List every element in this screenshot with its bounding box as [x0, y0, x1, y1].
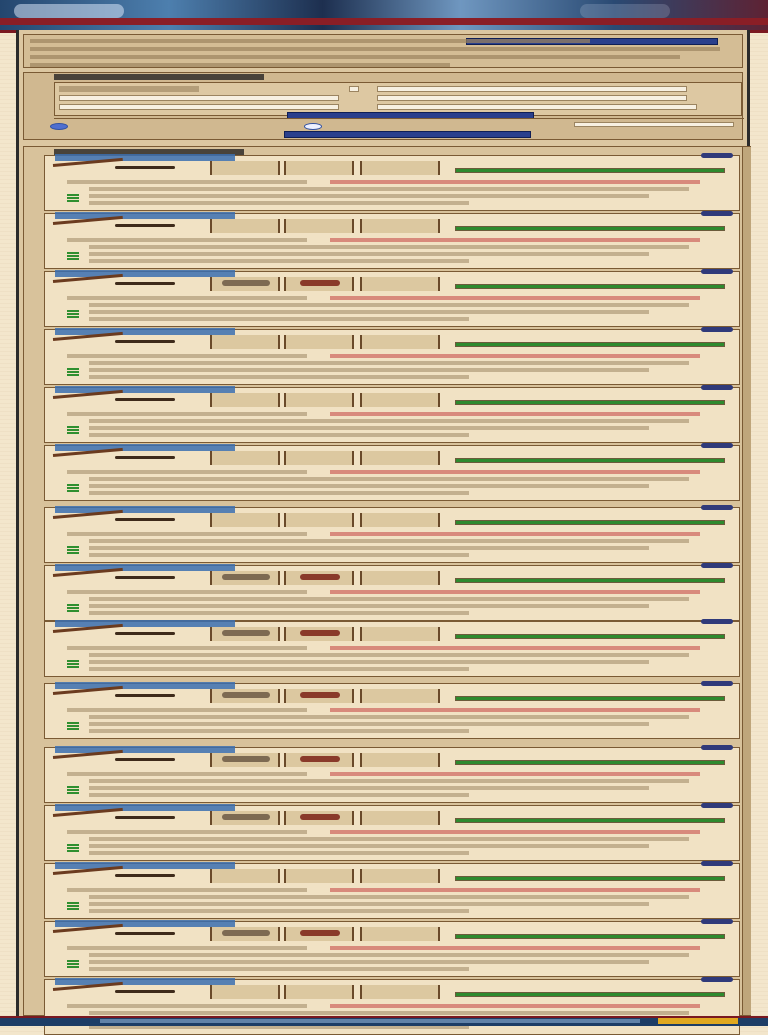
item-stats: [67, 296, 307, 300]
list-scrollbar[interactable]: [742, 147, 751, 1015]
image-cell: [360, 513, 440, 527]
item-name-link[interactable]: [55, 564, 235, 571]
item-image: [222, 692, 270, 698]
header-banner: [0, 0, 768, 33]
item-badge: [701, 681, 733, 686]
weapon-image: [115, 518, 175, 521]
item-notes: [89, 539, 689, 543]
item-notes: [89, 953, 689, 957]
progress-fill: [456, 459, 724, 462]
item-notes-line: [89, 433, 469, 437]
list-item[interactable]: [44, 387, 740, 443]
item-image: [300, 756, 340, 762]
progress-fill: [456, 697, 724, 700]
item-image: [300, 692, 340, 698]
item-stats: [67, 708, 307, 712]
item-badge: [701, 443, 733, 448]
filter-input[interactable]: [377, 104, 697, 110]
item-image: [222, 930, 270, 936]
progress-bar: [455, 934, 725, 939]
item-notes: [89, 779, 689, 783]
image-cell: [210, 219, 280, 233]
filter-title: [54, 74, 264, 80]
image-cell: [284, 927, 354, 941]
item-stats: [67, 946, 307, 950]
item-notes: [89, 597, 689, 601]
item-badge: [701, 153, 733, 158]
item-badge: [701, 619, 733, 624]
item-notes-line: [89, 786, 649, 790]
image-cell: [360, 627, 440, 641]
item-badge: [701, 211, 733, 216]
image-cell: [210, 985, 280, 999]
item-stat-highlight: [330, 354, 700, 358]
list-item[interactable]: [44, 445, 740, 501]
stat-list-icon: [67, 660, 79, 670]
item-stats: [67, 888, 307, 892]
item-notes: [89, 477, 689, 481]
site-logo[interactable]: [14, 4, 124, 18]
progress-bar: [455, 342, 725, 347]
item-notes: [89, 419, 689, 423]
item-notes-line: [89, 967, 469, 971]
item-stats: [67, 238, 307, 242]
item-stat-highlight: [330, 946, 700, 950]
image-cell: [210, 689, 280, 703]
intro-text-line: [30, 63, 450, 67]
footer-text: [100, 1019, 640, 1023]
item-name-link[interactable]: [55, 386, 235, 393]
filter-reset-button[interactable]: [284, 131, 531, 138]
item-notes-line: [89, 484, 649, 488]
image-cell: [360, 985, 440, 999]
item-stat-highlight: [330, 1004, 700, 1008]
list-item[interactable]: [44, 329, 740, 385]
item-stats: [67, 830, 307, 834]
weapon-image: [115, 632, 175, 635]
image-cell: [284, 985, 354, 999]
progress-bar: [455, 520, 725, 525]
item-name-link[interactable]: [55, 804, 235, 811]
footer-button[interactable]: [658, 1018, 738, 1024]
image-cell: [284, 513, 354, 527]
item-notes-line: [89, 660, 649, 664]
list-item[interactable]: [44, 507, 740, 563]
item-notes: [89, 245, 689, 249]
intro-text-line: [30, 47, 720, 51]
stat-list-icon: [67, 546, 79, 556]
progress-fill: [456, 819, 724, 822]
item-notes-line: [89, 960, 649, 964]
item-notes-line: [89, 317, 469, 321]
item-notes-line: [89, 604, 649, 608]
item-stats: [67, 772, 307, 776]
item-name-link[interactable]: [55, 978, 235, 985]
item-notes-line: [89, 194, 649, 198]
item-notes-line: [89, 553, 469, 557]
item-name-link[interactable]: [55, 920, 235, 927]
filter-label: [59, 86, 199, 92]
item-stat-highlight: [330, 296, 700, 300]
item-stat-highlight: [330, 238, 700, 242]
weapon-image: [115, 224, 175, 227]
filter-panel: [23, 72, 743, 140]
weapon-image: [115, 282, 175, 285]
item-notes-line: [89, 252, 649, 256]
stat-list-icon: [67, 786, 79, 796]
intro-box: [23, 34, 743, 68]
filter-spinner[interactable]: [349, 86, 359, 92]
image-cell: [210, 571, 280, 585]
weapon-image: [115, 758, 175, 761]
filter-input[interactable]: [59, 104, 339, 110]
list-item[interactable]: [44, 747, 740, 803]
weapon-image: [115, 816, 175, 819]
filter-input[interactable]: [574, 122, 734, 127]
item-badge: [701, 269, 733, 274]
list-item[interactable]: [44, 271, 740, 327]
image-cell: [210, 627, 280, 641]
item-badge: [701, 505, 733, 510]
image-cell: [210, 753, 280, 767]
banner-artwork: [580, 4, 670, 18]
item-stat-highlight: [330, 412, 700, 416]
image-cell: [210, 393, 280, 407]
item-stat-highlight: [330, 772, 700, 776]
filter-row: [59, 111, 739, 118]
progress-bar: [455, 760, 725, 765]
item-list: [23, 146, 751, 1016]
item-notes-line: [89, 793, 469, 797]
progress-bar: [455, 226, 725, 231]
image-cell: [284, 161, 354, 175]
item-name-link[interactable]: [55, 682, 235, 689]
image-cell: [284, 277, 354, 291]
weapon-image: [115, 694, 175, 697]
item-image: [222, 756, 270, 762]
item-notes-line: [89, 546, 649, 550]
stat-list-icon: [67, 960, 79, 970]
item-name-link[interactable]: [55, 620, 235, 627]
filter-options: [54, 118, 744, 139]
progress-fill: [456, 579, 724, 582]
stat-list-icon: [67, 252, 79, 262]
image-cell: [210, 451, 280, 465]
image-cell: [210, 927, 280, 941]
image-cell: [360, 753, 440, 767]
item-notes-line: [89, 902, 649, 906]
intro-text: [30, 39, 590, 43]
list-item[interactable]: [44, 213, 740, 269]
item-notes: [89, 361, 689, 365]
item-image: [222, 574, 270, 580]
image-cell: [284, 811, 354, 825]
image-cell: [360, 689, 440, 703]
list-item[interactable]: [44, 155, 740, 211]
item-notes-line: [89, 851, 469, 855]
image-cell: [360, 277, 440, 291]
progress-fill: [456, 635, 724, 638]
image-cell: [284, 219, 354, 233]
item-name-link[interactable]: [55, 270, 235, 277]
item-badge: [701, 745, 733, 750]
progress-fill: [456, 169, 724, 172]
image-cell: [360, 927, 440, 941]
image-cell: [360, 571, 440, 585]
item-image: [222, 280, 270, 286]
image-cell: [360, 335, 440, 349]
progress-fill: [456, 877, 724, 880]
item-badge: [701, 919, 733, 924]
item-image: [300, 930, 340, 936]
list-item[interactable]: [44, 921, 740, 977]
list-item[interactable]: [44, 979, 740, 1035]
list-item[interactable]: [44, 683, 740, 739]
item-notes-line: [89, 909, 469, 913]
item-image: [300, 630, 340, 636]
radio-option[interactable]: [50, 123, 68, 130]
item-notes-line: [89, 722, 649, 726]
weapon-image: [115, 932, 175, 935]
item-notes-line: [89, 375, 469, 379]
item-badge: [701, 861, 733, 866]
stat-list-icon: [67, 484, 79, 494]
item-stats: [67, 646, 307, 650]
nav-strip: [0, 18, 768, 25]
item-stat-highlight: [330, 708, 700, 712]
item-notes-line: [89, 201, 469, 205]
progress-fill: [456, 285, 724, 288]
filter-input[interactable]: [377, 95, 687, 101]
item-name-link[interactable]: [55, 212, 235, 219]
item-notes-line: [89, 844, 649, 848]
footer: [0, 1016, 768, 1026]
item-notes: [89, 895, 689, 899]
content-frame: [16, 30, 750, 1018]
item-stat-highlight: [330, 532, 700, 536]
progress-bar: [455, 634, 725, 639]
image-cell: [360, 393, 440, 407]
item-notes-line: [89, 259, 469, 263]
image-cell: [210, 277, 280, 291]
progress-bar: [455, 284, 725, 289]
item-notes-line: [89, 368, 649, 372]
item-notes-line: [89, 611, 469, 615]
item-badge: [701, 977, 733, 982]
item-name-link[interactable]: [55, 154, 235, 161]
stat-list-icon: [67, 310, 79, 320]
image-cell: [210, 513, 280, 527]
progress-bar: [455, 696, 725, 701]
item-stats: [67, 412, 307, 416]
progress-fill: [456, 227, 724, 230]
item-image: [222, 814, 270, 820]
list-item[interactable]: [44, 863, 740, 919]
stat-list-icon: [67, 844, 79, 854]
item-notes: [89, 1011, 689, 1015]
progress-bar: [455, 578, 725, 583]
progress-bar: [455, 458, 725, 463]
image-cell: [284, 689, 354, 703]
item-name-link[interactable]: [55, 506, 235, 513]
item-notes: [89, 303, 689, 307]
progress-fill: [456, 343, 724, 346]
image-cell: [284, 451, 354, 465]
progress-fill: [456, 401, 724, 404]
stat-list-icon: [67, 722, 79, 732]
item-badge: [701, 803, 733, 808]
item-stat-highlight: [330, 646, 700, 650]
filter-row: [59, 104, 739, 111]
item-notes: [89, 187, 689, 191]
item-image: [300, 280, 340, 286]
progress-bar: [455, 400, 725, 405]
filter-input[interactable]: [59, 95, 339, 101]
progress-bar: [455, 992, 725, 997]
item-stat-highlight: [330, 888, 700, 892]
item-name-link[interactable]: [55, 862, 235, 869]
item-notes: [89, 715, 689, 719]
filter-input[interactable]: [377, 86, 687, 92]
image-cell: [284, 393, 354, 407]
item-name-link[interactable]: [55, 746, 235, 753]
image-cell: [284, 571, 354, 585]
item-stats: [67, 180, 307, 184]
item-stat-highlight: [330, 180, 700, 184]
item-notes-line: [89, 667, 469, 671]
item-notes: [89, 837, 689, 841]
item-stat-highlight: [330, 590, 700, 594]
image-cell: [210, 869, 280, 883]
weapon-image: [115, 874, 175, 877]
intro-text-line: [30, 55, 680, 59]
item-stats: [67, 354, 307, 358]
progress-fill: [456, 521, 724, 524]
filter-row: [59, 95, 739, 102]
image-cell: [284, 627, 354, 641]
item-image: [222, 630, 270, 636]
image-cell: [360, 161, 440, 175]
weapon-image: [115, 576, 175, 579]
item-notes: [89, 653, 689, 657]
stat-list-icon: [67, 426, 79, 436]
image-cell: [284, 753, 354, 767]
item-badge: [701, 563, 733, 568]
image-cell: [360, 219, 440, 233]
image-cell: [210, 161, 280, 175]
image-cell: [210, 811, 280, 825]
item-stats: [67, 1004, 307, 1008]
filter-row: [59, 86, 739, 93]
item-name-link[interactable]: [55, 328, 235, 335]
progress-fill: [456, 993, 724, 996]
image-cell: [360, 451, 440, 465]
item-image: [300, 574, 340, 580]
radio-option[interactable]: [304, 123, 322, 130]
progress-bar: [455, 818, 725, 823]
stat-list-icon: [67, 604, 79, 614]
item-notes-line: [89, 426, 649, 430]
item-stats: [67, 532, 307, 536]
item-stats: [67, 590, 307, 594]
item-notes-line: [89, 729, 469, 733]
list-item[interactable]: [44, 565, 740, 621]
item-stat-highlight: [330, 470, 700, 474]
image-cell: [210, 335, 280, 349]
weapon-image: [115, 456, 175, 459]
item-notes-line: [89, 310, 649, 314]
item-badge: [701, 327, 733, 332]
weapon-image: [115, 166, 175, 169]
weapon-image: [115, 990, 175, 993]
weapon-image: [115, 340, 175, 343]
item-stats: [67, 470, 307, 474]
weapon-image: [115, 398, 175, 401]
progress-bar: [455, 168, 725, 173]
filter-fields: [54, 82, 742, 116]
item-badge: [701, 385, 733, 390]
item-notes-line: [89, 491, 469, 495]
item-image: [300, 814, 340, 820]
image-cell: [284, 335, 354, 349]
progress-bar: [455, 876, 725, 881]
progress-fill: [456, 935, 724, 938]
item-stat-highlight: [330, 830, 700, 834]
progress-fill: [456, 761, 724, 764]
stat-list-icon: [67, 368, 79, 378]
image-cell: [360, 811, 440, 825]
image-cell: [284, 869, 354, 883]
list-item[interactable]: [44, 805, 740, 861]
image-cell: [360, 869, 440, 883]
stat-list-icon: [67, 902, 79, 912]
stat-list-icon: [67, 194, 79, 204]
item-name-link[interactable]: [55, 444, 235, 451]
list-item[interactable]: [44, 621, 740, 677]
